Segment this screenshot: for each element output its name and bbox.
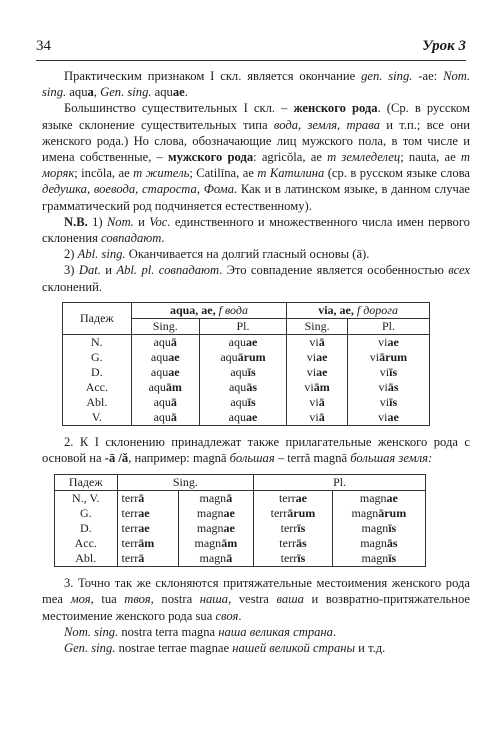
group-header-via: via, ae, f дорога <box>287 302 430 318</box>
table-row: Abl. terrā magnā terrīs magnīs <box>55 551 426 567</box>
paragraph-gen-sing: Практическим признаком I скл. является окончание gen. sing. -ae: Nom. sing. aqua, Gen. sing. aquae. <box>42 69 471 100</box>
table-row: N., V. terrā magnā terrae magnae <box>55 491 426 507</box>
pl-header: Pl. <box>254 475 426 491</box>
nb-note-3: 3) Dat. и Abl. pl. совпадают. Это совпадение является особенностью всех склонений. <box>42 263 471 294</box>
page-body <box>42 68 470 656</box>
running-header <box>36 38 466 58</box>
table-row: V. aquā aquae viā viae <box>63 410 430 426</box>
paragraph-pronouns: 3. Точно так же склоняются притяжательные местоимения женского рода mea моя, tua твоя, nostra наша, vestra ваша и возвратно-притяжательное местоимение женского рода sua своя. <box>42 576 471 623</box>
table-row: Abl. aquā aquīs viā viīs <box>63 395 430 410</box>
table-row: D. aquae aquīs viae viīs <box>63 365 430 380</box>
case-header: Падеж <box>63 302 132 334</box>
case-header: Падеж <box>55 475 118 491</box>
table-row: G. terrae magnae terrārum magnārum <box>55 506 426 521</box>
group-header-aqua: aqua, ae, f вода <box>131 302 286 318</box>
table-row: Acc. aquām aquās viām viās <box>63 380 430 395</box>
example-nom: Nom. sing. nostra terra magna наша великая страна. <box>64 624 337 639</box>
header-rule <box>36 60 466 61</box>
running-title: Урок 3 <box>422 38 466 54</box>
table-row: Acc. terrām magnām terrās magnās <box>55 536 426 551</box>
paragraph-adjectives: 2. К I склонению принадлежат также прилагательные женского рода с основой на -ā /ă, например: magnā большая – terră magnā большая земля: <box>42 434 470 466</box>
declension-table-aqua-via <box>62 302 430 426</box>
declension-table-terra-magna <box>54 474 426 567</box>
page-number: 34 <box>36 38 51 54</box>
nb-note-2: 2) Abl. sing. Оканчивается на долгий гласный основы (ā). <box>64 247 370 262</box>
sing-header: Sing. <box>287 318 348 334</box>
sing-header: Sing. <box>131 318 199 334</box>
example-gen: Gen. sing. nostrae terrae magnae нашей великой страны и т.д. <box>64 641 386 656</box>
sing-header: Sing. <box>117 475 254 491</box>
table-row: G. aquae aquārum viae viārum <box>63 350 430 365</box>
table-row: N. aquā aquae viā viae <box>63 334 430 350</box>
nb-note-1: N.B. 1) Nom. и Voc. единственного и множественного числа имен первого склонения совпадают. <box>42 214 470 246</box>
table-row: D. terrae magnae terrīs magnīs <box>55 521 426 536</box>
pl-header: Pl. <box>347 318 429 334</box>
pl-header: Pl. <box>199 318 286 334</box>
paragraph-gender: Большинство существительных I скл. – женского рода. (Ср. в русском языке склонение существительных типа вода, земля, трава и т.п.; все они женского рода.) Но слова, обозначающие лиц мужского пола, в том числе и имена собственные, – мужского рода: agricŏla, ae m земледелец; nauta, ae m моряк; incŏla, ae m житель; Catilīna, ae m Катилина (ср. в русском языке слова дедушка, воевода, староста, Фома. Как и в латинском языке, в данном случае грамматический род подчиняется естественному). <box>42 101 471 213</box>
